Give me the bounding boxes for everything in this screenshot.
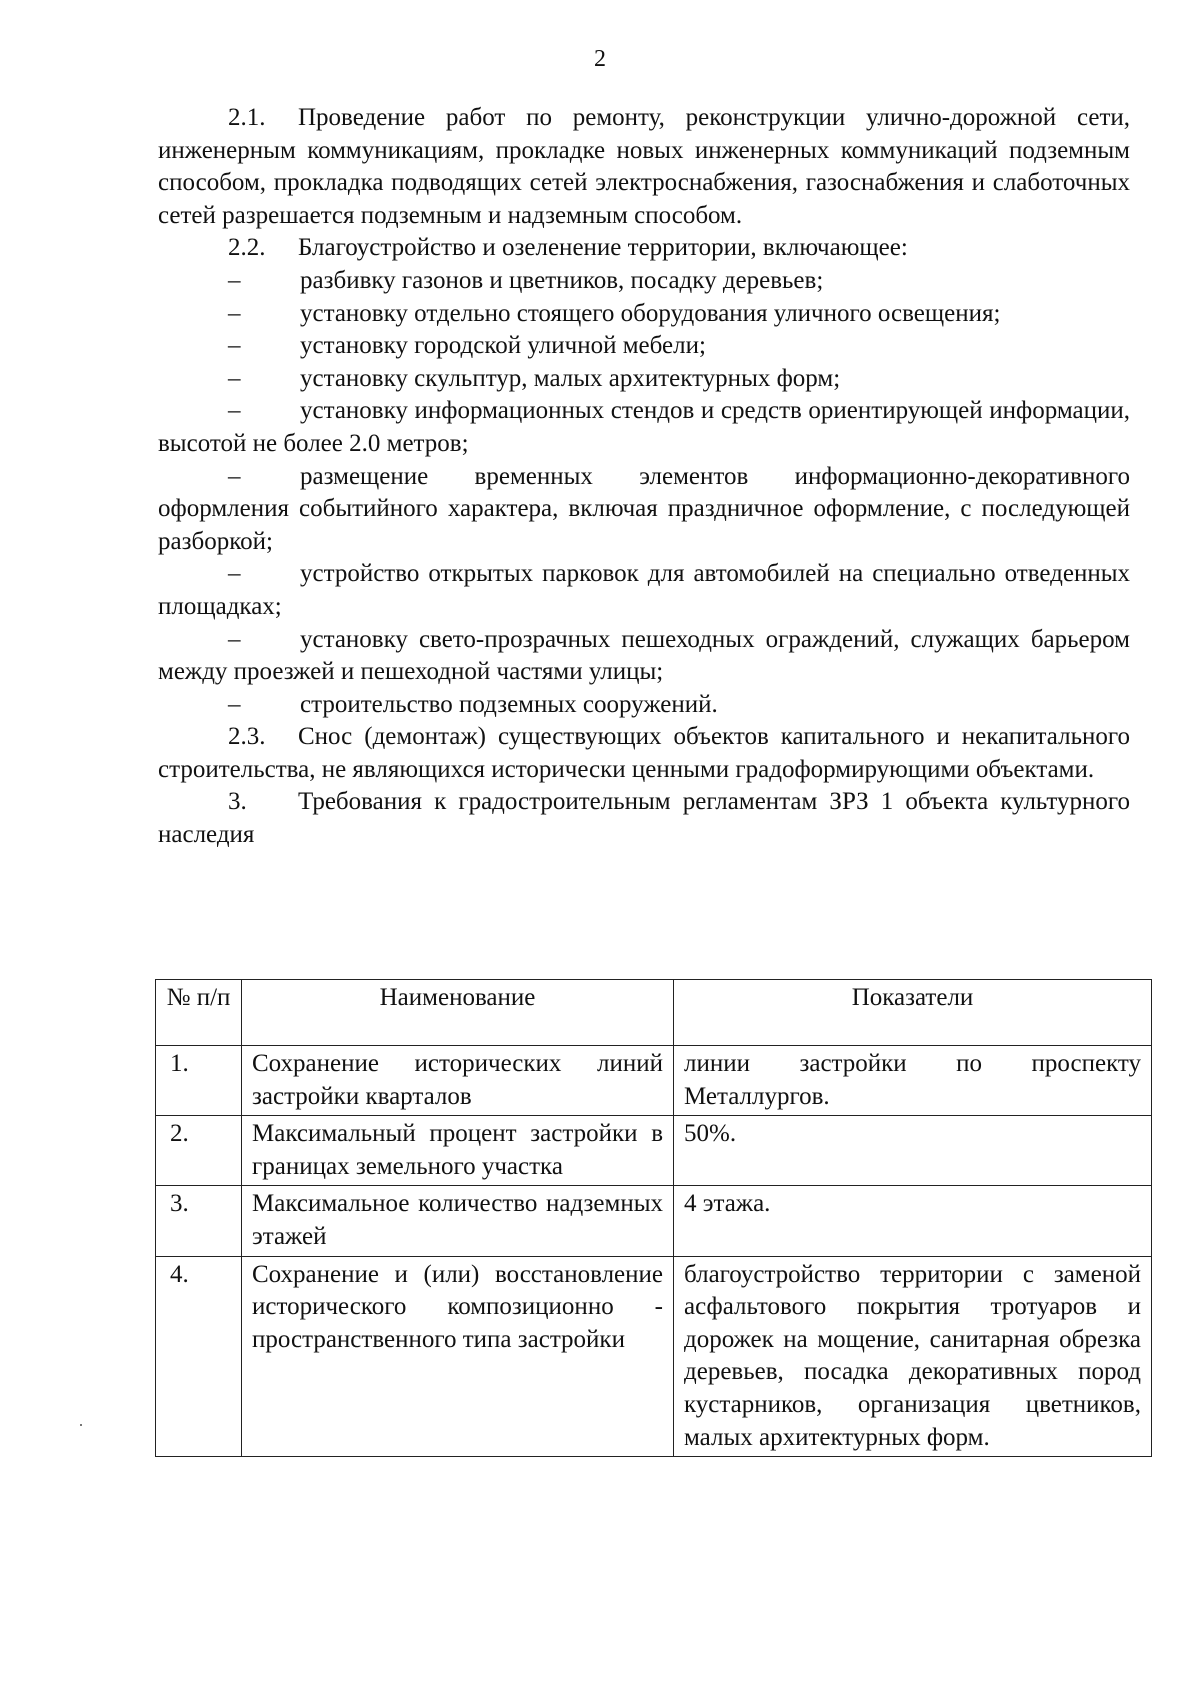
list-item-text: установку отдельно стоящего оборудования уличного освещения; [300, 299, 1001, 327]
list-item [158, 395, 1130, 460]
list-item-text: установку свето-прозрачных пешеходных ограждений, служащих барьером между проезжей и пешеходной частями улицы; [158, 625, 1130, 686]
list-item-text: устройство открытых парковок для автомобилей на специально отведенных площадках; [158, 560, 1130, 620]
row-name: Максимальное количество надземных этажей [242, 1186, 674, 1256]
row-number: 4. [156, 1256, 242, 1457]
list-dash: – [228, 299, 241, 327]
row-number: 1. [156, 1046, 242, 1116]
list-item [158, 363, 1130, 396]
table-row [156, 1186, 1152, 1256]
table-row [156, 1046, 1152, 1116]
list-item-text: размещение временных элементов информационно-декоративного оформления событийного характера, включая праздничное оформление, с последующей разборкой; [158, 462, 1130, 555]
list-item [158, 461, 1130, 559]
paragraph-number: 2.2. [228, 234, 266, 262]
list-item-text: установку скульптур, малых архитектурных форм; [300, 364, 841, 392]
table-header-row [156, 980, 1152, 1046]
list-dash: – [228, 397, 241, 425]
list-dash: – [228, 462, 241, 490]
list-dash: – [228, 560, 241, 588]
paragraph-number: 3. [228, 788, 247, 816]
list-item [158, 298, 1130, 331]
paragraph-3 [158, 786, 1130, 851]
paragraph-text: Требования к градостроительным регламентам ЗРЗ 1 объекта культурного наследия [158, 788, 1130, 849]
row-number: 3. [156, 1186, 242, 1256]
list-item-text: установку информационных стендов и средств ориентирующей информации, высотой не более 2.0 метров; [158, 397, 1130, 457]
list-item [158, 689, 1130, 722]
list-item-text: установку городской уличной мебели; [300, 332, 706, 360]
paragraph-2-3 [158, 721, 1130, 786]
paragraph-text: Снос (демонтаж) существующих объектов капитального и некапитального строительства, не являющихся исторически ценными градоформирующими объектами. [158, 723, 1130, 783]
table-row [156, 1116, 1152, 1186]
scan-speck [80, 1424, 82, 1426]
list-dash: – [228, 625, 241, 653]
row-name: Сохранение и (или) восстановление исторического композиционно - пространственного типа застройки [242, 1256, 674, 1457]
row-number: 2. [156, 1116, 242, 1186]
row-value: линии застройки по проспекту Металлургов. [674, 1046, 1152, 1116]
header-name: Наименование [242, 980, 674, 1046]
list-item [158, 265, 1130, 298]
header-number: № п/п [156, 980, 242, 1046]
regulations-table [155, 979, 1152, 1457]
paragraph-number: 2.3. [228, 723, 266, 751]
list-dash: – [228, 364, 241, 392]
list-item [158, 624, 1130, 689]
list-item-text: разбивку газонов и цветников, посадку деревьев; [300, 266, 824, 294]
list-item-text: строительство подземных сооружений. [300, 690, 718, 718]
paragraph-text: Благоустройство и озеленение территории, включающее: [298, 234, 908, 262]
paragraph-2-1 [158, 102, 1130, 232]
header-value: Показатели [674, 980, 1152, 1046]
paragraph-text: Проведение работ по ремонту, реконструкции улично-дорожной сети, инженерным коммуникациям, прокладке новых инженерных коммуникаций подземным способом, прокладка подводящих сетей электроснабжения, газоснабжения и слаботочных сетей разрешается подземным и надземным способом. [158, 104, 1130, 229]
list-dash: – [228, 690, 241, 718]
list-item [158, 558, 1130, 623]
list-dash: – [228, 332, 241, 360]
row-value: 50%. [674, 1116, 1152, 1186]
paragraph-2-2 [158, 232, 1130, 265]
document-body [158, 102, 1130, 852]
list-dash: – [228, 266, 241, 294]
table-row [156, 1256, 1152, 1457]
page-number: 2 [594, 46, 606, 72]
list-item [158, 330, 1130, 363]
row-name: Сохранение исторических линий застройки кварталов [242, 1046, 674, 1116]
paragraph-number: 2.1. [228, 104, 266, 131]
row-value: 4 этажа. [674, 1186, 1152, 1256]
row-name: Максимальный процент застройки в границах земельного участка [242, 1116, 674, 1186]
row-value: благоустройство территории с заменой асфальтового покрытия тротуаров и дорожек на мощение, санитарная обрезка деревьев, посадка декоративных пород кустарников, организация цветников, малых архитектурных форм. [674, 1256, 1152, 1457]
